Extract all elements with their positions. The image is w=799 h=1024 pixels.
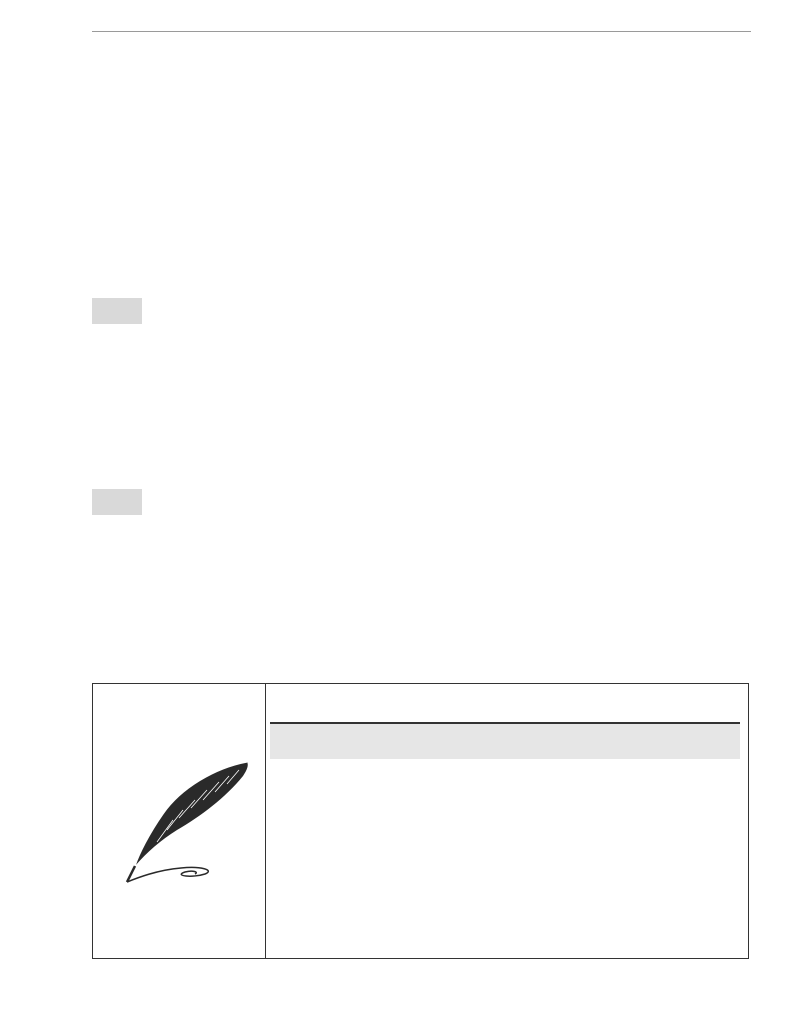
header-rule	[92, 31, 751, 32]
ex5-label	[92, 489, 142, 515]
box-divider	[265, 684, 266, 958]
quill-pen-icon	[97, 754, 257, 894]
ex4-label	[92, 298, 142, 324]
table-header	[270, 724, 740, 759]
prescription-box	[92, 683, 749, 959]
